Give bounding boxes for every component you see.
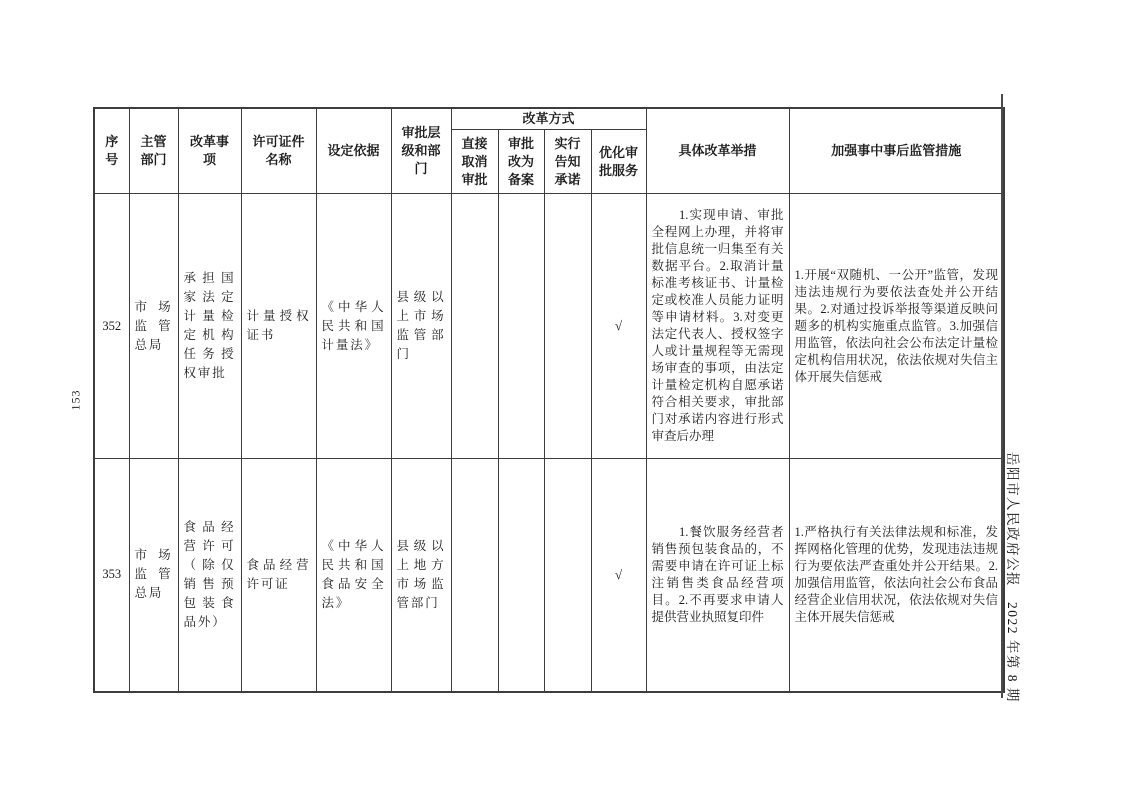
cell-352-to-filing <box>498 194 544 459</box>
cell-353-approval-level: 县级以上地方市场监管部门 <box>391 459 451 692</box>
header-notify-commit: 实行告知承诺 <box>544 130 591 194</box>
page-number: 153 <box>68 389 83 411</box>
header-department: 主管部门 <box>129 108 178 194</box>
cell-353-index: 353 <box>94 459 129 692</box>
table-row-352 <box>94 194 1004 459</box>
cell-352-reform-item: 承担国家法定计量检定机构任务授权审批 <box>178 194 241 459</box>
cell-353-to-filing <box>498 459 544 692</box>
journal-title-vertical: 岳阳市人民政府公报 2022 年第 8 期 <box>1005 452 1020 703</box>
header-direct-cancel: 直接取消审批 <box>451 130 498 194</box>
cell-352-department: 市场监管总局 <box>129 194 178 459</box>
header-reform-method-group: 改革方式 <box>451 108 646 130</box>
cell-353-measures: 1.餐饮服务经营者销售预包装食品的，不需要申请在许可证上标注销售类食品经营项目。2.不再要求申请人提供营业执照复印件 <box>646 459 789 692</box>
cell-353-notify-commit <box>544 459 591 692</box>
header-license-name: 许可证件名称 <box>241 108 316 194</box>
cell-352-optimize-checkmark: √ <box>591 194 646 459</box>
cell-352-basis: 《中华人民共和国计量法》 <box>316 194 391 459</box>
header-index: 序号 <box>94 108 129 194</box>
cell-353-basis: 《中华人民共和国食品安全法》 <box>316 459 391 692</box>
cell-353-direct-cancel <box>451 459 498 692</box>
cell-352-measures: 1.实现申请、审批全程网上办理，并将审批信息统一归集至有关数据平台。2.取消计量标准考核证书、计量检定或校准人员能力证明等申请材料。3.对变更法定代表人、授权签字人或计量规程等无需现场审查的事项，由法定计量检定机构自愿承诺符合相关要求，审批部门对承诺内容进行形式审查后办理 <box>646 194 789 459</box>
header-basis: 设定依据 <box>316 108 391 194</box>
header-optimize-service: 优化审批服务 <box>591 130 646 194</box>
cell-353-license-name: 食品经营许可证 <box>241 459 316 692</box>
gutter-divider-line <box>1001 94 1003 698</box>
header-reform-item: 改革事项 <box>178 108 241 194</box>
header-to-filing: 审批改为备案 <box>498 130 544 194</box>
cell-353-department: 市场监管总局 <box>129 459 178 692</box>
cell-352-approval-level: 县级以上市场监管部门 <box>391 194 451 459</box>
cell-353-supervision: 1.严格执行有关法律法规和标准，发挥网格化管理的优势，发现违法违规行为要依法严查重处并公开结果。2.加强信用监管，依法向社会公布食品经营企业信用状况，依法依规对失信主体开展失信惩戒 <box>789 459 1004 692</box>
cell-352-index: 352 <box>94 194 129 459</box>
cell-352-supervision: 1.开展“双随机、一公开”监管，发现违法违规行为要依法查处并公开结果。2.对通过投诉举报等渠道反映问题多的机构实施重点监管。3.加强信用监管，依法向社会公布法定计量检定机构信用状况，依法依规对失信主体开展失信惩戒 <box>789 194 1004 459</box>
table-row-353 <box>94 459 1004 692</box>
cell-353-reform-item: 食品经营许可（除仅销售预包装食品外） <box>178 459 241 692</box>
header-measures: 具体改革举措 <box>646 108 789 194</box>
reform-items-table <box>93 107 1005 693</box>
cell-352-notify-commit <box>544 194 591 459</box>
cell-352-license-name: 计量授权证书 <box>241 194 316 459</box>
cell-353-optimize-checkmark: √ <box>591 459 646 692</box>
header-supervision: 加强事中事后监管措施 <box>789 108 1004 194</box>
cell-352-direct-cancel <box>451 194 498 459</box>
header-group-row <box>94 108 1004 130</box>
header-approval-level: 审批层级和部门 <box>391 108 451 194</box>
